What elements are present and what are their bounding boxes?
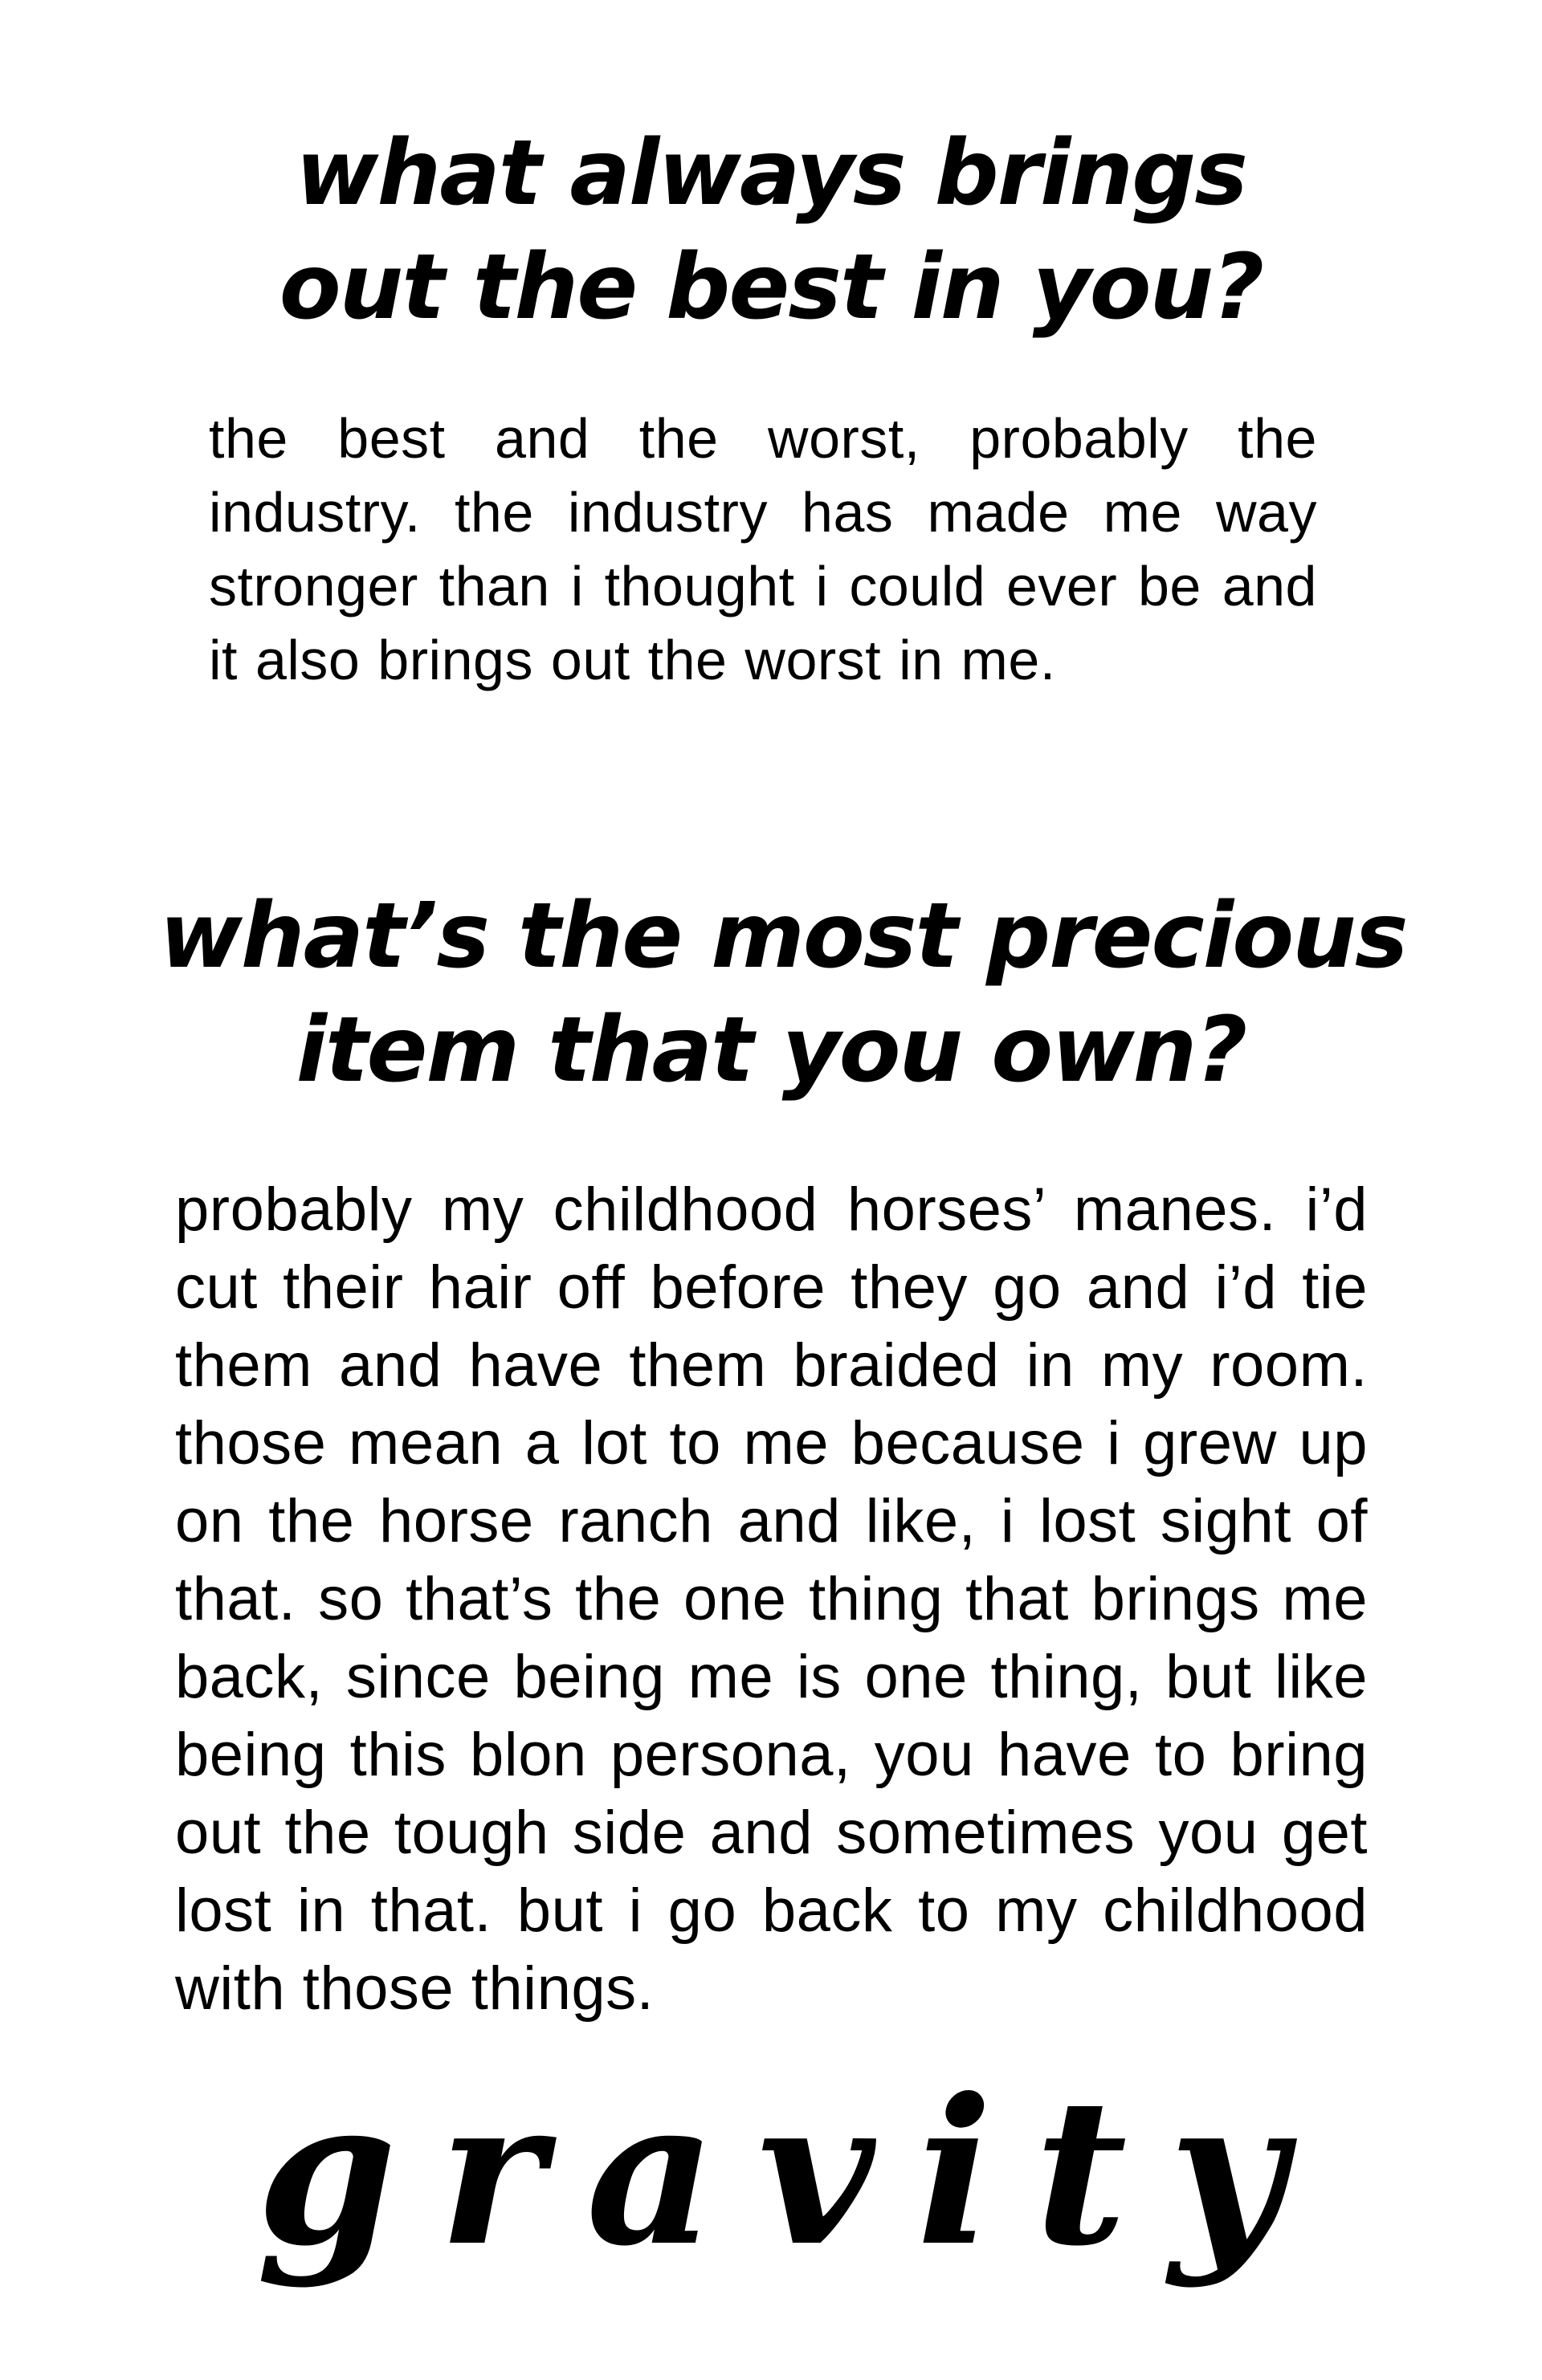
question-2-line-1: what’s the most precious	[159, 884, 1407, 988]
question-1-line-2: out the best in you?	[279, 235, 1263, 340]
question-2-line-2: item that you own?	[296, 998, 1246, 1102]
magazine-logo: gravity	[256, 2054, 1328, 2290]
question-1-heading	[0, 116, 1542, 344]
question-1-line-1: what always brings	[296, 121, 1246, 226]
answer-1-paragraph: the best and the worst, probably the industry. the industry has made me way stronger than i thought i could ever be and it also brings out the worst in me.	[209, 407, 1317, 691]
answer-2-paragraph: probably my childhood horses’ manes. i’d cut their hair off before they go and i’d tie them and have them braided in my room. those mean a lot to me because i grew up on the horse ranch and like, i lost sight of that. so that’s the one thing that brings me back, since being me is one thing, but like being this blon persona, you have to bring out the tough side and sometimes you get lost in that. but i go back to my childhood with those things.	[175, 1176, 1368, 2023]
question-2-heading	[0, 879, 1542, 1107]
